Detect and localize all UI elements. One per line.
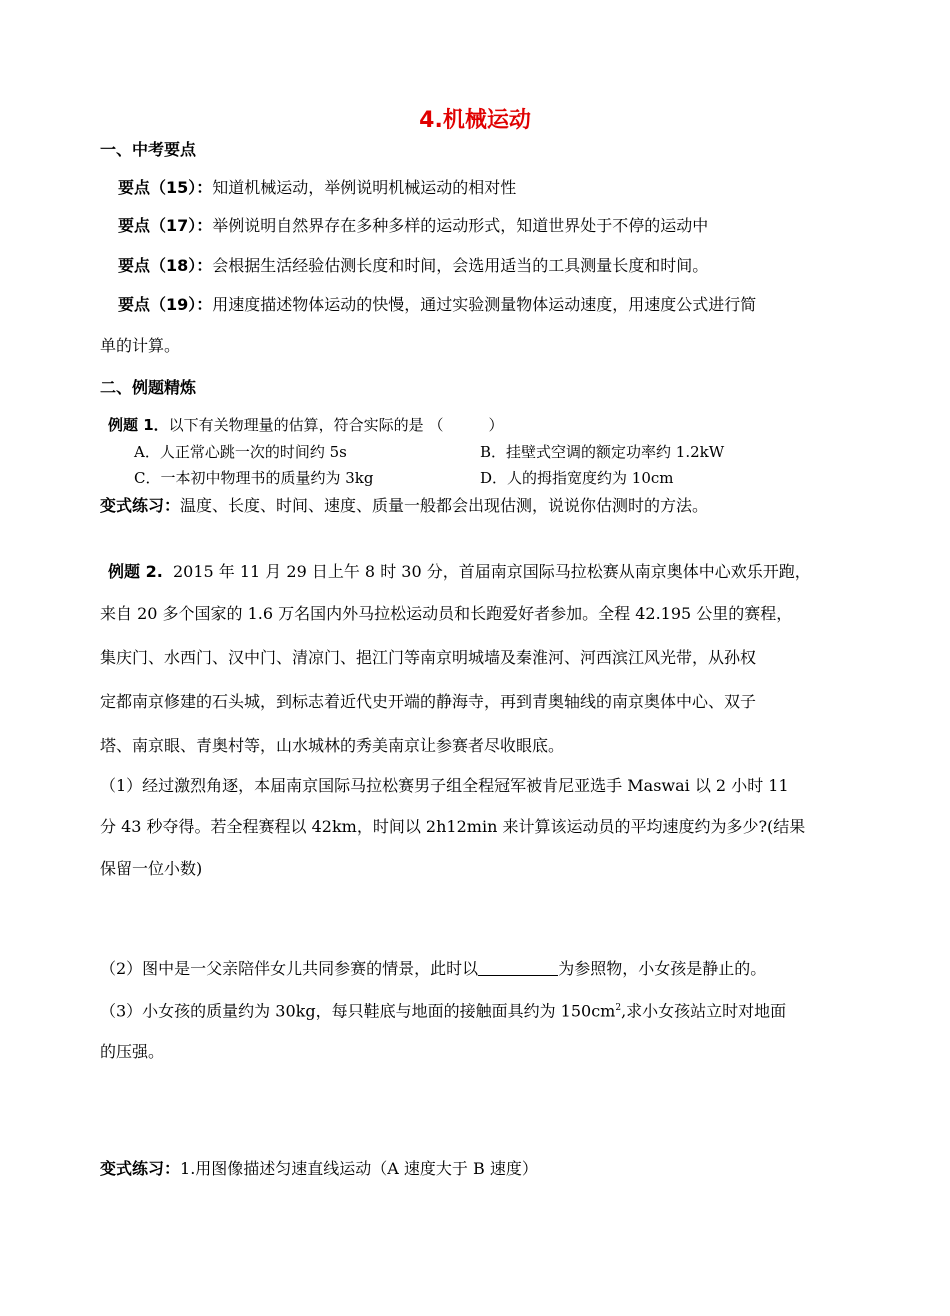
question-2-before: （2）图中是一父亲陪伴女儿共同参赛的情景，此时以	[100, 959, 479, 978]
question-2-after: 为参照物，小女孩是静止的。	[558, 959, 767, 978]
key-point-18	[118, 254, 878, 278]
example-2-line-2: 来自 20 多个国家的 1.6 万名国内外马拉松运动员和长跑爱好者参加。全程 42.195 公里的赛程，	[100, 604, 793, 623]
key-point-15	[118, 176, 878, 200]
question-3-continued: 的压强。	[100, 1042, 165, 1061]
question-1-line-1: （1）经过激烈角逐，本届南京国际马拉松赛男子组全程冠军被肯尼亚选手 Maswai 以 2 小时 11	[100, 776, 789, 795]
example-2-line-3: 集庆门、水西门、汉中门、清凉门、挹江门等南京明城墙及秦淮河、河西滨江风光带，从孙权	[100, 648, 757, 667]
variant-text: 温度、长度、时间、速度、质量一般都会出现估测，说说你估测时的方法。	[180, 496, 709, 515]
question-text: 以下有关物理量的估算，符合实际的是 （ ）	[168, 416, 504, 434]
example-2-text: 2015 年 11 月 29 日上午 8 时 30 分，首届南京国际马拉松赛从南京奥体中心欢乐开跑，	[172, 562, 811, 581]
variant-label: 变式练习：	[100, 1159, 181, 1178]
option-d: D．人的拇指宽度约为 10cm	[480, 469, 674, 487]
question-3-before: （3）小女孩的质量约为 30kg，每只鞋底与地面的接触面具约为 150cm	[100, 1001, 616, 1021]
section-heading-key-points: 一、中考要点	[100, 140, 197, 159]
key-point-label: 要点（17）：	[118, 216, 213, 235]
key-point-label: 要点（18）：	[118, 256, 213, 275]
question-1-line-2: 分 43 秒夺得。若全程赛程以 42km，时间以 2h12min 来计算该运动员的平均速度约为多少?(结果	[100, 817, 806, 836]
superscript-2: 2	[615, 1003, 622, 1013]
question-1-line-3: 保留一位小数)	[100, 859, 203, 878]
example-2-line-1	[108, 560, 868, 584]
variant-exercise-2	[100, 1157, 860, 1181]
section-heading-examples: 二、例题精炼	[100, 378, 197, 397]
example-2-line-4: 定都南京修建的石头城，到标志着近代史开端的静海寺，再到青奥轴线的南京奥体中心、双子	[100, 692, 757, 711]
example-label: 例题 1．	[108, 416, 169, 434]
question-3-after: ,求小女孩站立时对地面	[621, 1001, 787, 1021]
variant-text: 1.用图像描述匀速直线运动（A 速度大于 B 速度）	[180, 1159, 538, 1178]
page-title: 4.机械运动	[419, 108, 531, 133]
key-point-text: 会根据生活经验估测长度和时间，会选用适当的工具测量长度和时间。	[212, 256, 709, 275]
key-point-label: 要点（19）：	[118, 295, 213, 314]
answer-blank[interactable]	[478, 959, 558, 976]
key-point-text: 用速度描述物体运动的快慢，通过实验测量物体运动速度，用速度公式进行简	[212, 295, 757, 314]
key-point-19	[118, 293, 878, 317]
variant-label: 变式练习：	[100, 496, 181, 515]
option-b: B．挂壁式空调的额定功率约 1.2kW	[480, 443, 725, 461]
option-c: C．一本初中物理书的质量约为 3kg	[134, 469, 374, 487]
key-point-text: 知道机械运动，举例说明机械运动的相对性	[212, 178, 517, 197]
example-1-question	[108, 413, 868, 437]
key-point-text: 举例说明自然界存在多种多样的运动形式，知道世界处于不停的运动中	[212, 216, 709, 235]
example-2-line-5: 塔、南京眼、青奥村等，山水城林的秀美南京让参赛者尽收眼底。	[100, 736, 565, 755]
question-2	[100, 957, 860, 981]
option-a: A．人正常心跳一次的时间约 5s	[134, 443, 347, 461]
key-point-19-continued: 单的计算。	[100, 336, 181, 355]
key-point-17	[118, 214, 878, 238]
variant-exercise-1	[100, 494, 860, 518]
question-3	[100, 996, 860, 1023]
key-point-label: 要点（15）：	[118, 178, 213, 197]
example-label: 例题 2.	[108, 562, 163, 581]
